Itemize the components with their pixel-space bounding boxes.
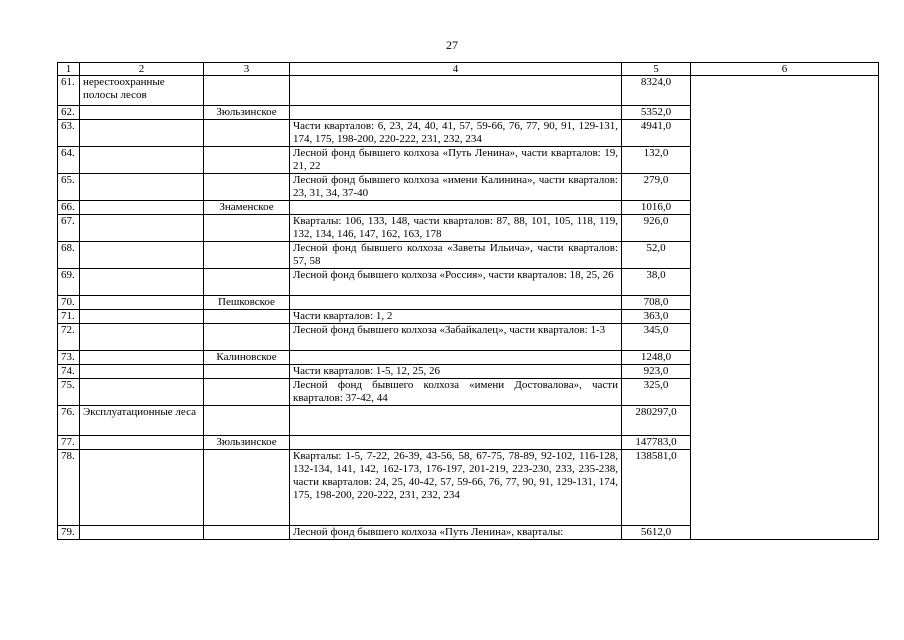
- row-number: 68.: [58, 242, 80, 269]
- header-cell: 5: [622, 63, 691, 76]
- description-cell: [290, 436, 622, 450]
- area-cell: 138581,0: [622, 450, 691, 526]
- category-cell: [80, 201, 204, 215]
- area-cell: 8324,0: [622, 76, 691, 106]
- district-cell: [204, 365, 290, 379]
- description-cell: Лесной фонд бывшего колхоза «имени Достовалова», части кварталов: 37-42, 44: [290, 379, 622, 406]
- row-number: 72.: [58, 324, 80, 351]
- category-cell: [80, 269, 204, 296]
- forest-table: [57, 62, 879, 540]
- category-cell: Эксплуатационные леса: [80, 406, 204, 436]
- area-cell: 280297,0: [622, 406, 691, 436]
- district-cell: [204, 310, 290, 324]
- district-cell: [204, 174, 290, 201]
- header-cell: 3: [204, 63, 290, 76]
- category-cell: [80, 215, 204, 242]
- area-cell: 147783,0: [622, 436, 691, 450]
- district-cell: Знаменское: [204, 201, 290, 215]
- category-cell: [80, 436, 204, 450]
- area-cell: 345,0: [622, 324, 691, 351]
- header-cell: 1: [58, 63, 80, 76]
- category-cell: [80, 379, 204, 406]
- description-cell: [290, 201, 622, 215]
- district-cell: [204, 324, 290, 351]
- row-number: 61.: [58, 76, 80, 106]
- district-cell: [204, 379, 290, 406]
- category-cell: [80, 310, 204, 324]
- description-cell: Части кварталов: 1-5, 12, 25, 26: [290, 365, 622, 379]
- category-cell: [80, 450, 204, 526]
- row-number: 64.: [58, 147, 80, 174]
- description-cell: [290, 296, 622, 310]
- district-cell: Пешковское: [204, 296, 290, 310]
- header-row: [58, 63, 879, 76]
- row-number: 70.: [58, 296, 80, 310]
- area-cell: 279,0: [622, 174, 691, 201]
- row-number: 75.: [58, 379, 80, 406]
- district-cell: [204, 526, 290, 540]
- table-row: [58, 76, 879, 106]
- district-cell: [204, 147, 290, 174]
- area-cell: 38,0: [622, 269, 691, 296]
- district-cell: [204, 406, 290, 436]
- description-cell: Лесной фонд бывшего колхоза «Путь Ленина», кварталы:: [290, 526, 622, 540]
- description-cell: Лесной фонд бывшего колхоза «имени Калинина», части кварталов: 23, 31, 34, 37-40: [290, 174, 622, 201]
- description-cell: Части кварталов: 6, 23, 24, 40, 41, 57, 59-66, 76, 77, 90, 91, 129-131, 174, 175, 198-200, 220-222, 231, 232, 234: [290, 120, 622, 147]
- description-cell: [290, 351, 622, 365]
- area-cell: 923,0: [622, 365, 691, 379]
- district-cell: Зюльзинское: [204, 436, 290, 450]
- category-cell: [80, 324, 204, 351]
- area-cell: 708,0: [622, 296, 691, 310]
- row-number: 62.: [58, 106, 80, 120]
- district-cell: Калиновское: [204, 351, 290, 365]
- area-cell: 5612,0: [622, 526, 691, 540]
- area-cell: 5352,0: [622, 106, 691, 120]
- area-cell: 1016,0: [622, 201, 691, 215]
- district-cell: [204, 450, 290, 526]
- area-cell: 4941,0: [622, 120, 691, 147]
- category-cell: [80, 174, 204, 201]
- page-number: 27: [446, 38, 458, 52]
- description-cell: Кварталы: 1-5, 7-22, 26-39, 43-56, 58, 67-75, 78-89, 92-102, 116-128, 132-134, 141, 142, 162-173, 176-197, 201-219, 223-230, 233, 235-238, части кварталов: 24, 25, 40-42, 57, 59-66, 76, 77, 90, 91, 129-131, 174, 175, 198-200, 220-222, 231, 232, 234: [290, 450, 622, 526]
- description-cell: Части кварталов: 1, 2: [290, 310, 622, 324]
- district-cell: [204, 242, 290, 269]
- table-body: [58, 63, 879, 540]
- description-cell: Лесной фонд бывшего колхоза «Путь Ленина», части кварталов: 19, 21, 22: [290, 147, 622, 174]
- category-cell: [80, 120, 204, 147]
- category-cell: [80, 365, 204, 379]
- description-cell: Кварталы: 106, 133, 148, части кварталов: 87, 88, 101, 105, 118, 119, 132, 134, 146, 147, 162, 163, 178: [290, 215, 622, 242]
- area-cell: 926,0: [622, 215, 691, 242]
- description-cell: Лесной фонд бывшего колхоза «Забайкалец», части кварталов: 1-3: [290, 324, 622, 351]
- row-number: 73.: [58, 351, 80, 365]
- row-number: 78.: [58, 450, 80, 526]
- row-number: 67.: [58, 215, 80, 242]
- description-cell: [290, 76, 622, 106]
- district-cell: [204, 76, 290, 106]
- category-cell: [80, 526, 204, 540]
- description-cell: [290, 406, 622, 436]
- category-cell: [80, 296, 204, 310]
- category-cell: [80, 147, 204, 174]
- area-cell: 1248,0: [622, 351, 691, 365]
- row-number: 76.: [58, 406, 80, 436]
- row-number: 71.: [58, 310, 80, 324]
- row-number: 69.: [58, 269, 80, 296]
- area-cell: 363,0: [622, 310, 691, 324]
- category-cell: [80, 351, 204, 365]
- district-cell: [204, 269, 290, 296]
- notes-cell: [691, 76, 879, 540]
- district-cell: [204, 120, 290, 147]
- header-cell: 6: [691, 63, 879, 76]
- area-cell: 132,0: [622, 147, 691, 174]
- description-cell: Лесной фонд бывшего колхоза «Заветы Ильича», части кварталов: 57, 58: [290, 242, 622, 269]
- category-cell: [80, 106, 204, 120]
- area-cell: 325,0: [622, 379, 691, 406]
- category-cell: нерестоохранные полосы лесов: [80, 76, 204, 106]
- row-number: 79.: [58, 526, 80, 540]
- header-cell: 4: [290, 63, 622, 76]
- description-cell: Лесной фонд бывшего колхоза «Россия», части кварталов: 18, 25, 26: [290, 269, 622, 296]
- row-number: 66.: [58, 201, 80, 215]
- district-cell: [204, 215, 290, 242]
- category-cell: [80, 242, 204, 269]
- row-number: 63.: [58, 120, 80, 147]
- header-cell: 2: [80, 63, 204, 76]
- row-number: 74.: [58, 365, 80, 379]
- row-number: 77.: [58, 436, 80, 450]
- area-cell: 52,0: [622, 242, 691, 269]
- description-cell: [290, 106, 622, 120]
- row-number: 65.: [58, 174, 80, 201]
- district-cell: Зюльзинское: [204, 106, 290, 120]
